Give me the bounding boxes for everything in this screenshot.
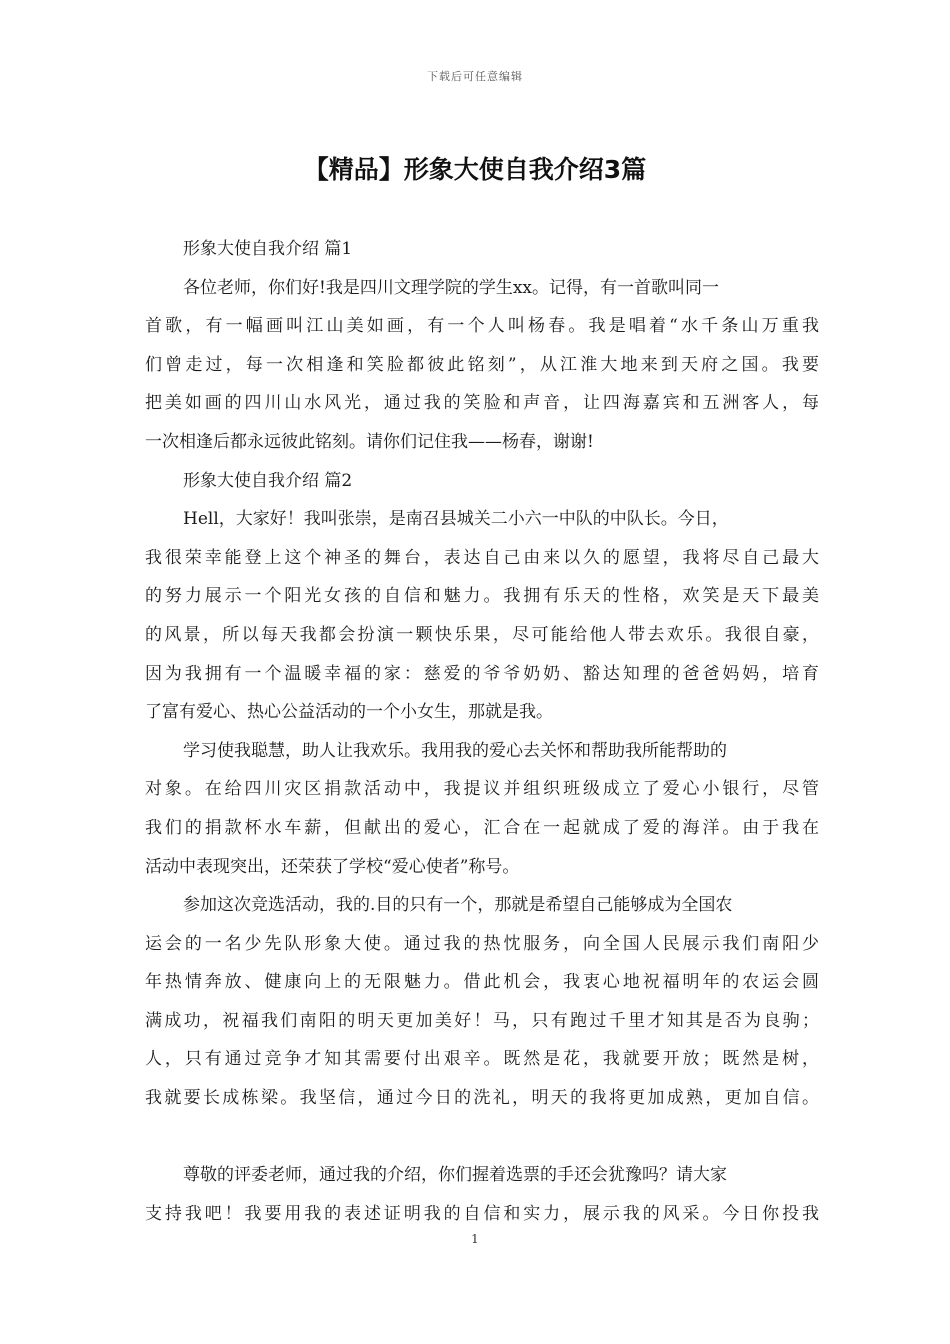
document-body (145, 230, 819, 1233)
paragraph-last-line: 活动中表现突出，还荣获了学校“爱心使者”称号。 (145, 856, 520, 877)
paragraph-last-line: 一次相逢后都永远彼此铭刻。请你们记住我——杨春，谢谢! (145, 431, 594, 452)
paragraph-line: 人，只有通过竞争才知其需要付出艰辛。既然是花，我就要开放；既然是树， (145, 1049, 819, 1070)
paragraph-line: 我很荣幸能登上这个神圣的舞台，表达自己由来以久的愿望，我将尽自己最大 (145, 547, 819, 568)
paragraph-first-line: 各位老师，你们好!我是四川文理学院的学生xx。记得，有一首歌叫同一 (183, 277, 720, 298)
paragraph-line: 支持我吧！我要用我的表述证明我的自信和实力，展示我的风采。今日你投我 (145, 1203, 819, 1224)
section-heading: 形象大使自我介绍 篇2 (183, 470, 353, 491)
paragraph-first-line: 参加这次竞选活动，我的.目的只有一个，那就是希望自己能够成为全国农 (183, 895, 733, 916)
paragraph-line: 首歌，有一幅画叫江山美如画，有一个人叫杨春。我是唱着“水千条山万重我 (145, 316, 819, 337)
paragraph-first-line: 学习使我聪慧，助人让我欢乐。我用我的爱心去关怀和帮助我所能帮助的 (183, 740, 727, 761)
paragraph-line: 满成功，祝福我们南阳的明天更加美好！马，只有跑过千里才知其是否为良驹； (145, 1010, 819, 1031)
paragraph-line: 们曾走过，每一次相逢和笑脸都彼此铭刻”，从江淮大地来到天府之国。我要 (145, 354, 819, 375)
paragraph-line: 我就要长成栋梁。我坚信，通过今日的洗礼，明天的我将更加成熟，更加自信。 (145, 1088, 819, 1109)
section-heading: 形象大使自我介绍 篇1 (183, 239, 353, 259)
paragraph-line: 把美如画的四川山水风光，通过我的笑脸和声音，让四海嘉宾和五洲客人，每 (145, 393, 819, 414)
paragraph-line: 运会的一名少先队形象大使。通过我的热忱服务，向全国人民展示我们南阳少 (145, 933, 819, 954)
blank-line (145, 1118, 819, 1157)
paragraph-first-line: Hell，大家好！我叫张崇，是南召县城关二小六一中队的中队长。今日， (183, 509, 729, 530)
paragraph-line: 因为我拥有一个温暖幸福的家：慈爱的爷爷奶奶、豁达知理的爸爸妈妈，培育 (145, 663, 819, 684)
header-note: 下载后可任意编辑 (427, 70, 523, 83)
paragraph-line: 的风景，所以每天我都会扮演一颗快乐果，尽可能给他人带去欢乐。我很自豪， (145, 624, 819, 645)
paragraph-line: 年热情奔放、健康向上的无限魅力。借此机会，我衷心地祝福明年的农运会圆 (145, 972, 819, 993)
paragraph-line: 对象。在给四川灾区捐款活动中，我提议并组织班级成立了爱心小银行，尽管 (145, 779, 819, 800)
paragraph-line: 我们的捐款杯水车薪，但献出的爱心，汇合在一起就成了爱的海洋。由于我在 (145, 817, 819, 838)
paragraph-line: 的努力展示一个阳光女孩的自信和魅力。我拥有乐天的性格，欢笑是天下最美 (145, 586, 819, 607)
paragraph-first-line: 尊敬的评委老师，通过我的介绍，你们握着选票的手还会犹豫吗？请大家 (183, 1165, 727, 1186)
document-title: 【精品】形象大使自我介绍3篇 (303, 155, 647, 184)
page-number: 1 (471, 1232, 479, 1246)
paragraph-last-line: 了富有爱心、热心公益活动的一个小女生，那就是我。 (145, 702, 553, 723)
